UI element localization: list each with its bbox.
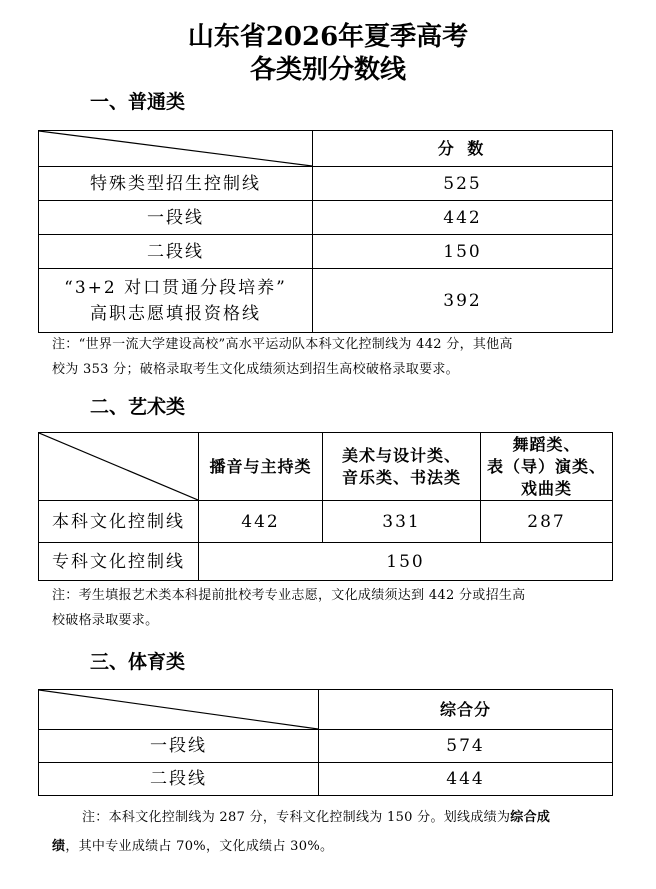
row-label-tier1: 一段线	[39, 201, 313, 235]
score-vocational: 392	[313, 269, 613, 333]
row-label-tier2: 二段线	[39, 235, 313, 269]
vocational-label-line2: 高职志愿填报资格线	[90, 303, 261, 324]
sports-row-label-tier2: 二段线	[39, 763, 319, 796]
sports-row-label-tier1: 一段线	[39, 730, 319, 763]
art-score-fine-arts: 331	[323, 501, 481, 543]
art-score-junior: 150	[199, 543, 613, 581]
sports-note-line2	[52, 832, 612, 861]
art-row-label-bachelor: 本科文化控制线	[39, 501, 199, 543]
art-score-broadcasting: 442	[199, 501, 323, 543]
art-col-dance	[481, 433, 613, 501]
art-note-line2: 校破格录取要求。	[52, 613, 159, 628]
art-score-dance: 287	[481, 501, 613, 543]
art-col-broadcasting: 播音与主持类	[199, 433, 323, 501]
score-column-header: 分 数	[313, 131, 613, 167]
general-score-table	[38, 130, 613, 333]
score-tier1: 442	[313, 201, 613, 235]
art-col-dance-line2: 表（导）演类、	[486, 456, 606, 476]
page-subtitle: 各类别分数线	[249, 55, 406, 85]
sports-note-line2-bold: 绩	[52, 839, 66, 854]
art-col-dance-line3: 戏曲类	[520, 478, 572, 498]
sports-note-line1	[52, 803, 612, 832]
general-note-line1: 注：“世界一流大学建设高校”高水平运动队本科文化控制线为 442 分，其他高	[52, 337, 513, 352]
art-col-fine-arts-line1: 美术与设计类、	[341, 445, 461, 465]
diagonal-header-cell	[39, 131, 313, 167]
art-col-fine-arts	[323, 433, 481, 501]
sports-note-line1-bold: 综合成	[510, 810, 551, 825]
score-special: 525	[313, 167, 613, 201]
section-heading-general: 一、普通类	[90, 91, 186, 113]
art-row-label-junior: 专科文化控制线	[39, 543, 199, 581]
sports-note-line1-text: 注：本科文化控制线为 287 分，专科文化控制线为 150 分。划线成绩为	[82, 810, 511, 825]
composite-score-header: 综合分	[319, 690, 613, 730]
page-title: 山东省2026年夏季高考	[187, 22, 469, 52]
art-score-table	[38, 432, 613, 581]
score-tier2: 150	[313, 235, 613, 269]
row-label-vocational	[39, 269, 313, 333]
sports-note	[52, 803, 612, 861]
general-note-line2: 校为 353 分；破格录取考生文化成绩须达到招生高校破格录取要求。	[52, 362, 459, 377]
general-note	[52, 332, 612, 382]
diagonal-header-cell	[39, 690, 319, 730]
art-col-fine-arts-line2: 音乐类、书法类	[341, 467, 461, 487]
sports-note-line2-text: ，其中专业成绩占 70%，文化成绩占 30%。	[65, 839, 334, 854]
sports-score-table	[38, 689, 613, 796]
art-note	[52, 583, 612, 633]
art-col-dance-line1: 舞蹈类、	[512, 434, 581, 454]
diagonal-header-cell	[39, 433, 199, 501]
art-note-line1: 注：考生填报艺术类本科提前批校考专业志愿，文化成绩须达到 442 分或招生高	[52, 588, 526, 603]
section-heading-sports: 三、体育类	[90, 651, 186, 673]
section-heading-art: 二、艺术类	[90, 396, 186, 418]
sports-score-tier2: 444	[319, 763, 613, 796]
vocational-label-line1: “3+2 对口贯通分段培养”	[64, 277, 287, 298]
sports-score-tier1: 574	[319, 730, 613, 763]
row-label-special: 特殊类型招生控制线	[39, 167, 313, 201]
